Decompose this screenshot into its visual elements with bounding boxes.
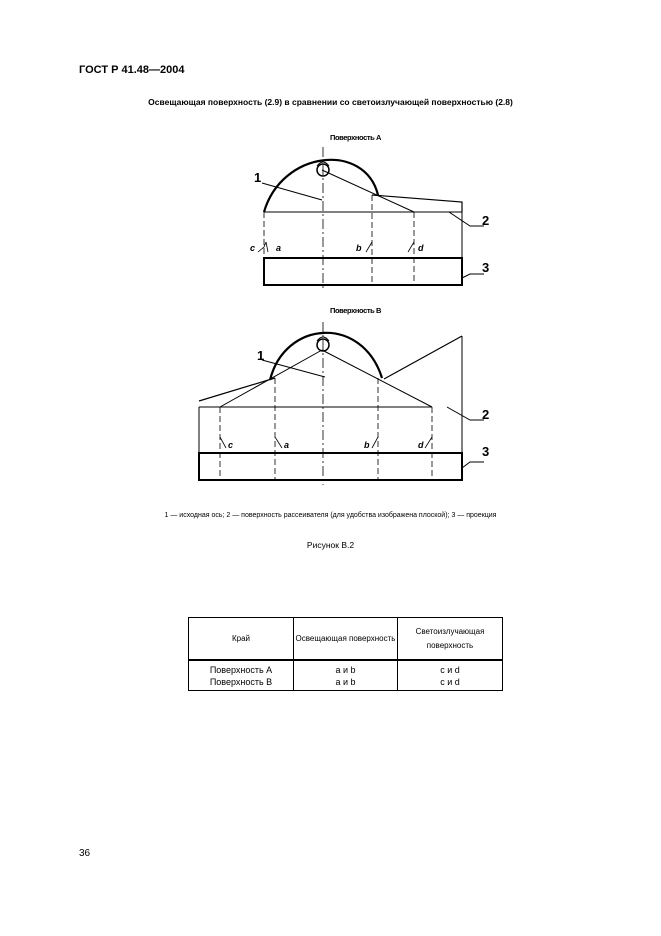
panel-b-drawing — [199, 322, 484, 485]
table-header-row — [189, 618, 503, 661]
callout-1-b: 1 — [257, 348, 265, 363]
callout-1-a: 1 — [254, 170, 262, 185]
panel-b-label: Поверхность B — [330, 306, 382, 315]
edge-letter-a-a: a — [276, 243, 282, 253]
edge-letter-a-b: a — [284, 440, 290, 450]
figure-caption: Освещающая поверхность (2.9) в сравнении со светоизлучающей поверхностью (2.8) — [148, 97, 513, 107]
figure-legend: 1 — исходная ось; 2 — поверхность рассеивателя (для удобства изображена плоской); 3 — проекция — [164, 512, 497, 519]
table-cell: c и d — [398, 660, 503, 676]
edge-letter-b-b: b — [364, 440, 370, 450]
panel-a-label: Поверхность A — [330, 133, 382, 142]
panel-a-drawing — [258, 147, 484, 290]
figure-title: Рисунок В.2 — [306, 540, 355, 550]
document-header: ГОСТ Р 41.48—2004 — [79, 64, 185, 76]
page-number: 36 — [79, 848, 91, 859]
table-cell: a и b — [294, 676, 398, 691]
edge-letter-d-a: d — [418, 243, 424, 253]
table-header-cell: Освещающая поверхность — [294, 618, 398, 661]
callout-2-b: 2 — [482, 407, 490, 422]
table-cell: c и d — [398, 676, 503, 691]
callout-3-b: 3 — [482, 444, 490, 459]
callout-3-a: 3 — [482, 260, 490, 275]
callout-2-a: 2 — [482, 213, 490, 228]
edge-letter-d-b: d — [418, 440, 424, 450]
table-cell: a и b — [294, 660, 398, 676]
edge-letter-c-b: c — [228, 440, 234, 450]
table-header-cell: Край — [189, 618, 294, 661]
table-cell: Поверхность B — [189, 676, 294, 691]
edges-table — [188, 617, 503, 691]
table-row — [189, 660, 503, 676]
table-header-cell: Светоизлучающая поверхность — [398, 618, 503, 661]
edge-letter-b-a: b — [356, 243, 362, 253]
table-row — [189, 676, 503, 691]
table-cell: Поверхность A — [189, 660, 294, 676]
edge-letter-c-a: c — [250, 243, 256, 253]
